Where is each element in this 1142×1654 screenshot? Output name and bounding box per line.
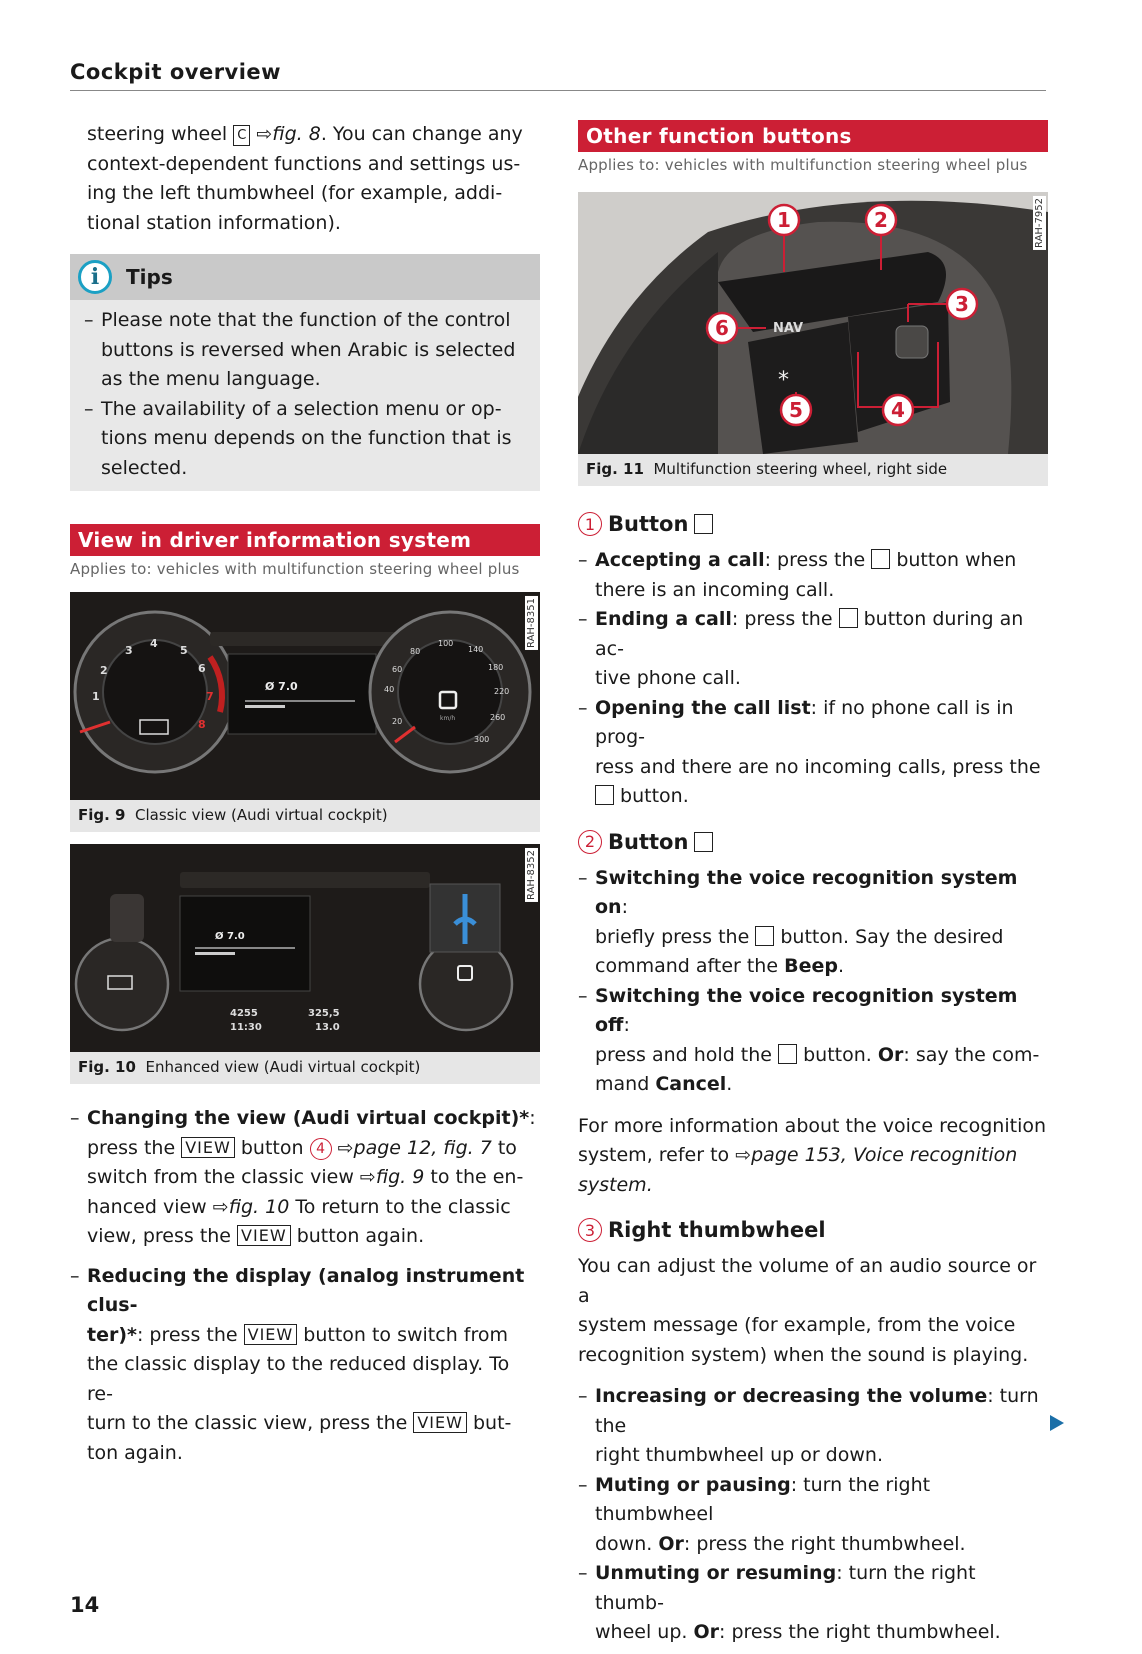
- voice-icon: [778, 1044, 797, 1064]
- list-item: – Unmuting or resuming: turn the right thumb- wheel up. Or: press the right thumbwheel.: [578, 1562, 1001, 1643]
- view-item: – Changing the view (Audi virtual cockpit)*: press the VIEW button 4 ⇨page 12, fig. 7 to switch from the classic view ⇨fig. 9 to the en- hanced view ⇨fig. 10 To return to the classic view, press the VIEW button again.: [70, 1107, 536, 1247]
- tips-box: [70, 254, 540, 491]
- voice-icon: [694, 832, 713, 852]
- speed-tick: 260: [490, 713, 506, 722]
- speed-tick: 220: [494, 687, 510, 696]
- right-column: [578, 120, 1048, 1648]
- odo-value: 325,5: [308, 1008, 340, 1019]
- button1-list: [578, 546, 1048, 812]
- speed-tick: 40: [384, 685, 395, 694]
- applies-note: Applies to: vehicles with multifunction steering wheel plus: [70, 560, 520, 578]
- speed-tick: 60: [392, 665, 403, 674]
- tips-body: [70, 300, 540, 491]
- key-c: C: [233, 125, 250, 146]
- left-column: [70, 120, 540, 1468]
- tips-title: Tips: [126, 265, 173, 289]
- figure-10: [70, 844, 540, 1084]
- figure-caption: Fig. 10 Enhanced view (Audi virtual cockpit): [70, 1052, 540, 1084]
- list-item: – Accepting a call: press the button when there is an incoming call.: [578, 549, 1017, 601]
- figure-caption: Fig. 11 Multifunction steering wheel, right side: [578, 454, 1048, 486]
- header-rule: [70, 90, 1046, 91]
- nav-label: NAV: [773, 321, 804, 336]
- phone-icon: [694, 514, 713, 534]
- callout-4: 4: [891, 398, 905, 422]
- callout-1: 1: [777, 208, 791, 232]
- speed-tick: 140: [468, 645, 484, 654]
- info-icon: i: [78, 260, 112, 294]
- list-item: – Ending a call: press the button during an ac- tive phone call.: [578, 608, 1024, 689]
- figure-9: [70, 592, 540, 832]
- button2-list: [578, 864, 1048, 1100]
- list-item: – Switching the voice recognition system off: press and hold the button. Or: say the com- mand Cancel.: [578, 984, 1040, 1095]
- list-item: – Switching the voice recognition system on: briefly press the button. Say the desired command after the Beep.: [578, 866, 1018, 977]
- view-key: VIEW: [244, 1324, 298, 1345]
- section-title: View in driver information system: [70, 524, 540, 556]
- enhanced-cockpit-image: [70, 844, 540, 1052]
- classic-cockpit-image: [70, 592, 540, 800]
- view-section: [70, 524, 540, 578]
- tips-item: – The availability of a selection menu or op- tions menu depends on the function that is selected.: [84, 397, 512, 479]
- figure-caption: Fig. 9 Classic view (Audi virtual cockpit): [70, 800, 540, 832]
- button2-heading: 2 Button: [578, 830, 1048, 854]
- speed-tick: 100: [438, 639, 454, 648]
- odo-value: 13.0: [315, 1022, 340, 1033]
- center-value: Ø 7.0: [265, 680, 298, 693]
- callout-3: 3: [955, 292, 969, 316]
- tacho-tick: 8: [198, 718, 206, 731]
- voice-more-info: For more information about the voice recognition system, refer to ⇨page 153, Voice recognition system.: [578, 1114, 1047, 1196]
- page-number: 14: [70, 1593, 100, 1617]
- callout-4: 4: [310, 1138, 332, 1160]
- phone-icon: [595, 785, 614, 805]
- thumbwheel-list: [578, 1382, 1048, 1648]
- tacho-tick: 4: [150, 637, 158, 650]
- tacho-tick: 3: [125, 644, 133, 657]
- svg-text:*: *: [778, 368, 789, 393]
- time-value: 11:30: [230, 1022, 262, 1033]
- tips-item: – Please note that the function of the control buttons is reversed when Arabic is selected as the menu language.: [84, 309, 516, 390]
- list-item: – Muting or pausing: turn the right thumbwheel down. Or: press the right thumbwheel.: [578, 1473, 966, 1555]
- phone-icon: [839, 608, 858, 628]
- callout-2: 2: [874, 208, 888, 232]
- odo-value: 4255: [230, 1008, 258, 1019]
- reduce-item: – Reducing the display (analog instrument clus- ter)*: press the VIEW button to switch from the classic display to the reduced display. To re- turn to the classic view, press the VIEW but- ton again.: [70, 1264, 525, 1464]
- steering-wheel-image: [578, 192, 1048, 454]
- applies-note: Applies to: vehicles with multifunction steering wheel plus: [578, 156, 1028, 174]
- callout-5: 5: [789, 398, 803, 422]
- tacho-tick: 7: [206, 690, 214, 703]
- figure-code: RAH-8352: [526, 850, 537, 900]
- next-page-arrow-icon[interactable]: [1050, 1415, 1064, 1431]
- callout-6: 6: [715, 316, 729, 340]
- speed-tick: 20: [392, 717, 403, 726]
- tacho-tick: 1: [92, 690, 100, 703]
- button1-heading: 1 Button: [578, 512, 1048, 536]
- page-header-title: Cockpit overview: [70, 60, 282, 84]
- figure-code: RAH-8351: [526, 598, 537, 648]
- other-buttons-section: [578, 120, 1048, 174]
- tacho-tick: 5: [180, 644, 188, 657]
- figure-code: RAH-7952: [1034, 198, 1045, 248]
- intro-paragraph: steering wheel C ⇨fig. 8. You can change any context-dependent functions and settings us- ing the left thumbwheel (for example, addi- tional station information).: [87, 123, 523, 234]
- speed-tick: 300: [474, 735, 490, 744]
- list-item: – Opening the call list: if no phone call is in prog- ress and there are no incoming calls, press the button.: [578, 696, 1041, 807]
- center-value: Ø 7.0: [215, 931, 245, 942]
- section-title: Other function buttons: [578, 120, 1048, 152]
- view-key: VIEW: [181, 1137, 235, 1158]
- tacho-tick: 6: [198, 662, 206, 675]
- phone-icon: [871, 549, 890, 569]
- speed-tick: 180: [488, 663, 504, 672]
- list-item: – Increasing or decreasing the volume: turn the right thumbwheel up or down.: [578, 1385, 1039, 1466]
- figure-11: [578, 192, 1048, 486]
- voice-icon: [755, 926, 774, 946]
- view-key: VIEW: [237, 1225, 291, 1246]
- speed-tick: 80: [410, 647, 421, 656]
- thumbwheel-intro: You can adjust the volume of an audio source or a system message (for example, from the voice recognition system) when the sound is playing.: [578, 1255, 1037, 1366]
- view-key: VIEW: [413, 1412, 467, 1433]
- speed-unit: km/h: [440, 715, 456, 722]
- tacho-tick: 2: [100, 664, 108, 677]
- tips-header: [70, 254, 540, 300]
- thumbwheel-heading: 3 Right thumbwheel: [578, 1218, 1048, 1242]
